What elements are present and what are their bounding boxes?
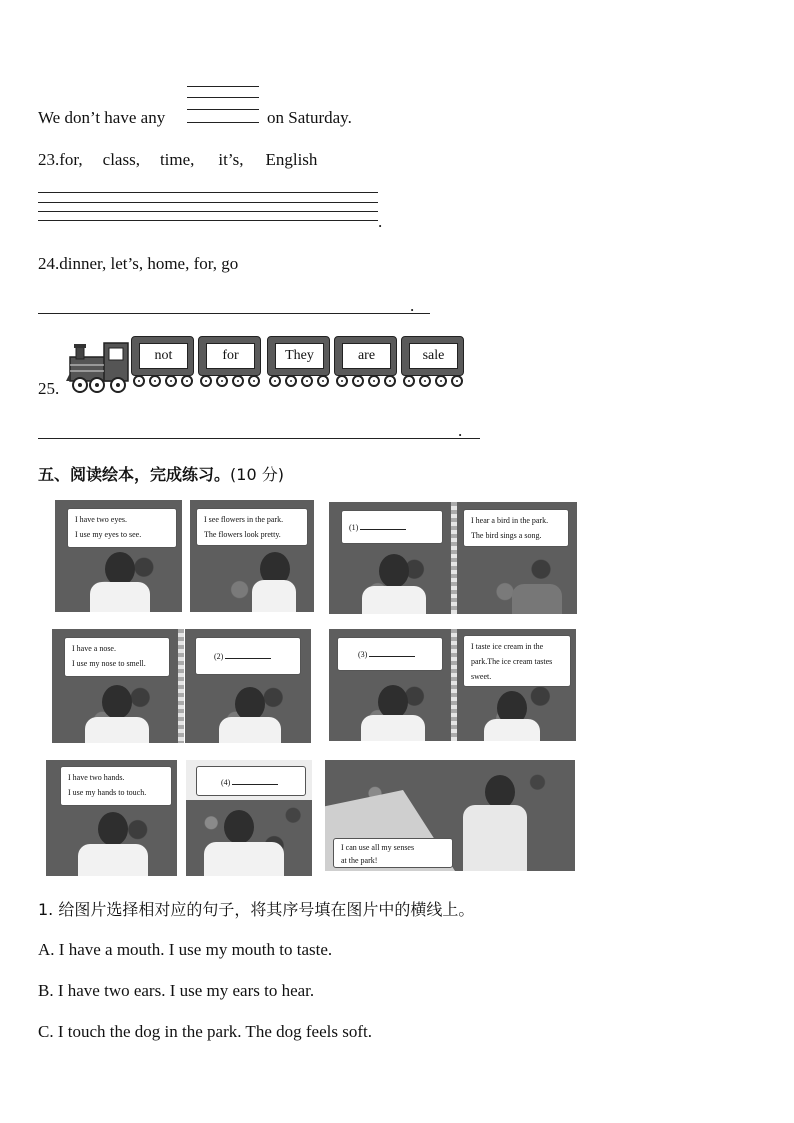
q23-period: . xyxy=(378,212,383,231)
speech-bubble xyxy=(60,766,172,806)
bubble-line: I hear a bird in the park. xyxy=(471,516,549,525)
q22-text-after: on Saturday. xyxy=(267,108,352,127)
bubble-line: sweet. xyxy=(471,672,492,681)
option-c: C. I touch the dog in the park. The dog feels soft. xyxy=(38,1022,372,1041)
speech-bubble xyxy=(337,637,443,671)
bubble-line: The bird sings a song. xyxy=(471,531,542,540)
bubble-line: I use my hands to touch. xyxy=(68,788,147,797)
train-car xyxy=(401,336,464,390)
train-car xyxy=(334,336,397,390)
blank-number: (2) xyxy=(214,652,224,661)
train-car xyxy=(267,336,330,390)
section-score: (10 分) xyxy=(230,465,284,484)
answer-line xyxy=(187,97,259,98)
q23-word: it’s, xyxy=(218,150,244,169)
q23-words xyxy=(38,150,333,170)
q22-text-before: We don’t have any xyxy=(38,108,166,127)
answer-line xyxy=(38,202,378,203)
panel-divider xyxy=(178,629,184,743)
bubble-line: park.The ice cream tastes xyxy=(471,657,553,666)
answer-line xyxy=(38,313,430,314)
book-panel-11 xyxy=(325,760,575,871)
train-car xyxy=(131,336,194,390)
train-car-word: not xyxy=(139,343,188,369)
bubble-line: The flowers look pretty. xyxy=(204,530,281,539)
answer-line xyxy=(38,192,378,193)
train-engine-icon xyxy=(66,337,130,393)
q25-label: 25. xyxy=(38,379,60,398)
book-panel-1 xyxy=(55,500,182,612)
blank-number: (3) xyxy=(358,650,368,659)
speech-bubble xyxy=(195,637,301,675)
q24-period: . xyxy=(410,296,415,315)
train-car-word: for xyxy=(206,343,255,369)
q23-word: time, xyxy=(159,150,195,169)
speech-bubble xyxy=(196,766,306,796)
speech-bubble xyxy=(196,508,308,546)
bubble-line: I use my nose to smell. xyxy=(72,659,146,668)
answer-line xyxy=(187,109,259,110)
speech-bubble xyxy=(64,637,170,677)
blank-number: (1) xyxy=(349,523,359,532)
book-panel-5 xyxy=(52,629,178,743)
book-panel-7 xyxy=(329,629,451,741)
speech-bubble xyxy=(67,508,177,548)
answer-blank[interactable] xyxy=(225,650,271,659)
book-panel-9 xyxy=(46,760,177,876)
book-panel-6 xyxy=(185,629,311,743)
book-panel-8 xyxy=(457,629,576,741)
q23-word: class, xyxy=(102,150,140,169)
bubble-line: I have a nose. xyxy=(72,644,116,653)
option-b: B. I have two ears. I use my ears to hear. xyxy=(38,981,315,1000)
question-instruction: 1. 给图片选择相对应的句子，将其序号填在图片中的横线上。 xyxy=(38,900,475,919)
word-train xyxy=(66,333,471,395)
bubble-line: I have two hands. xyxy=(68,773,125,782)
answer-blank[interactable] xyxy=(360,521,406,530)
book-panel-10 xyxy=(186,760,312,876)
answer-line xyxy=(38,220,378,221)
bubble-line: I taste ice cream in the xyxy=(471,642,544,651)
bubble-line: I see flowers in the park. xyxy=(204,515,284,524)
speech-bubble xyxy=(341,510,443,544)
q25-period: . xyxy=(458,421,463,440)
speech-bubble xyxy=(463,509,569,547)
book-panel-2 xyxy=(190,500,314,612)
q23-word: English xyxy=(265,150,318,169)
bubble-line: I can use all my senses xyxy=(341,843,415,852)
train-car xyxy=(198,336,261,390)
train-car-word: sale xyxy=(409,343,458,369)
train-car-word: are xyxy=(342,343,391,369)
section-heading xyxy=(38,462,284,485)
bubble-line: I use my eyes to see. xyxy=(75,530,142,539)
speech-bubble xyxy=(463,635,571,687)
option-a: A. I have a mouth. I use my mouth to taste. xyxy=(38,940,333,959)
answer-blank[interactable] xyxy=(369,648,415,657)
bubble-line: I have two eyes. xyxy=(75,515,127,524)
section-title: 五、阅读绘本，完成练习。 xyxy=(38,465,231,484)
blank-number: (4) xyxy=(221,778,231,787)
answer-blank[interactable] xyxy=(232,776,278,785)
answer-line xyxy=(38,211,378,212)
book-panel-4 xyxy=(457,502,577,614)
answer-line xyxy=(187,122,259,123)
q24-words: 24.dinner, let’s, home, for, go xyxy=(38,254,239,273)
speech-bubble xyxy=(333,838,453,868)
bubble-line: at the park! xyxy=(341,856,378,865)
book-panel-3 xyxy=(329,502,451,614)
answer-line xyxy=(187,86,259,87)
answer-line xyxy=(38,438,480,439)
q23-label: 23.for, xyxy=(38,150,83,169)
train-car-word: They xyxy=(275,343,324,369)
